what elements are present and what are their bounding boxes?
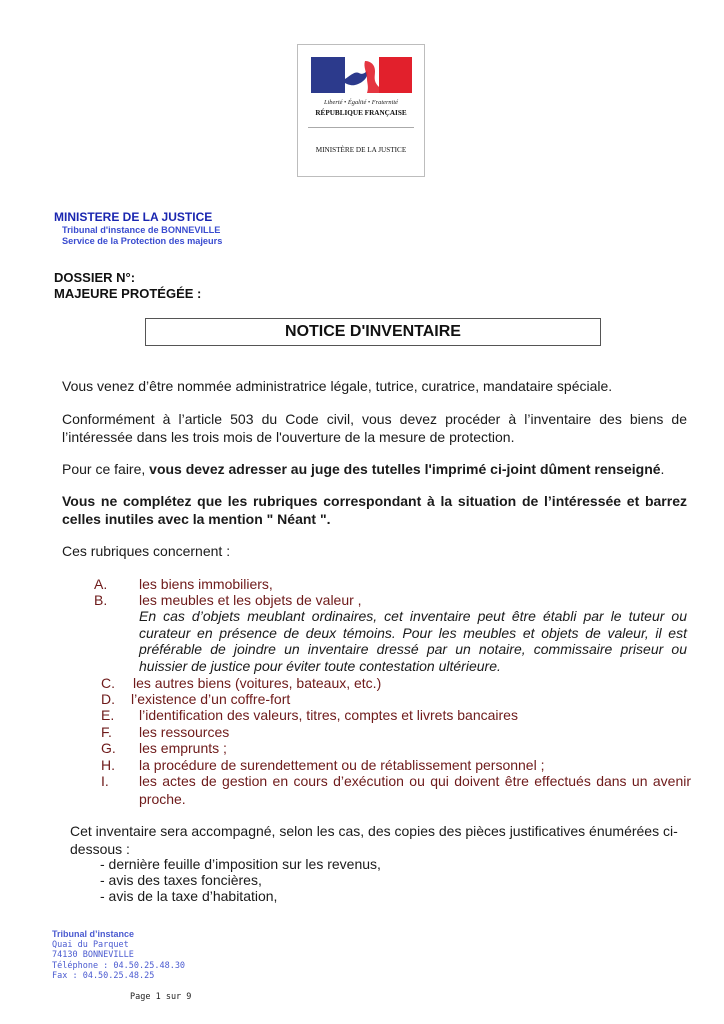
- instructions-suffix: .: [660, 461, 665, 477]
- list-item: les actes de gestion en cours d’exécution ou qui doivent être effectués dans un avenir proche.: [139, 773, 691, 807]
- ministry-logo: [297, 44, 425, 177]
- instructions-prefix: Pour ce faire,: [62, 461, 150, 477]
- notice-title: NOTICE D'INVENTAIRE: [145, 318, 601, 346]
- list-item-letter: I.: [101, 773, 109, 789]
- marianne-flag-icon: [311, 57, 412, 93]
- instructions-bold: vous devez adresser au juge des tutelles l'imprimé ci-joint dûment renseigné: [149, 461, 661, 477]
- ministry-title: MINISTERE DE LA JUSTICE: [54, 210, 213, 224]
- logo-republic: RÉPUBLIQUE FRANÇAISE: [315, 109, 407, 117]
- paragraph-supporting-docs: Cet inventaire sera accompagné, selon les cas, des copies des pièces justificatives énumérées ci-dessous :: [70, 823, 678, 857]
- dossier-number-label: DOSSIER N°:: [54, 270, 136, 285]
- logo-divider: [308, 127, 414, 128]
- list-item: B. les meubles et les objets de valeur ,: [94, 592, 362, 608]
- footer-city: 74130 BONNEVILLE: [52, 950, 134, 961]
- list-item-note: En cas d’objets meublant ordinaires, cet inventaire peut être établi par le tuteur ou curateur en présence de deux témoins. Pour les meubles et objets de valeur, il est préférable de joindre un inventaire dressé par un notaire, commissaire priseur ou huissier de justice pour éviter toute contestation ultérieure.: [139, 608, 687, 674]
- paragraph-appointment: Vous venez d’être nommée administratrice légale, tutrice, curatrice, mandataire spéciale.: [62, 378, 613, 394]
- supporting-doc-item: - dernière feuille d’imposition sur les revenus,: [100, 856, 381, 872]
- list-item: G. les emprunts ;: [101, 740, 227, 756]
- list-item: D. l’existence d’un coffre-fort: [101, 691, 291, 707]
- supporting-doc-item: - avis des taxes foncières,: [100, 872, 262, 888]
- protected-person-label: MAJEURE PROTÉGÉE :: [54, 286, 202, 301]
- footer-fax: Fax : 04.50.25.48.25: [52, 971, 155, 982]
- service-subtitle: Service de la Protection des majeurs: [62, 236, 223, 246]
- paragraph-article-503: Conformément à l’article 503 du Code civil, vous devez procéder à l’inventaire des biens de l’intéressée dans les trois mois de l'ouverture de la mesure de protection.: [62, 411, 687, 445]
- tribunal-subtitle: Tribunal d'instance de BONNEVILLE: [62, 225, 221, 235]
- supporting-doc-item: - avis de la taxe d’habitation,: [100, 888, 278, 904]
- paragraph-complete-sections: Vous ne complétez que les rubriques correspondant à la situation de l’intéressée et barrez celles inutiles avec la mention " Néant ".: [62, 493, 687, 527]
- logo-ministry: MINISTÈRE DE LA JUSTICE: [315, 146, 407, 154]
- page-number: Page 1 sur 9: [130, 992, 192, 1002]
- list-item: A. les biens immobiliers,: [94, 576, 273, 592]
- footer-tribunal-name: Tribunal d’instance: [52, 929, 135, 939]
- paragraph-instructions: [62, 460, 687, 478]
- list-item: E. l’identification des valeurs, titres, comptes et livrets bancaires: [101, 707, 518, 723]
- marianne-profile-icon: [345, 57, 379, 93]
- list-item: H. la procédure de surendettement ou de rétablissement personnel ;: [101, 757, 545, 773]
- list-item: F. les ressources: [101, 724, 230, 740]
- footer-address: [52, 929, 185, 982]
- logo-motto: Liberté • Égalité • Fraternité: [323, 99, 399, 106]
- footer-phone: Téléphone : 04.50.25.48.30: [52, 960, 186, 971]
- paragraph-sections-intro: Ces rubriques concernent :: [62, 543, 231, 559]
- list-item: C. les autres biens (voitures, bateaux, etc.): [101, 675, 382, 691]
- footer-street: Quai du Parquet: [52, 939, 129, 950]
